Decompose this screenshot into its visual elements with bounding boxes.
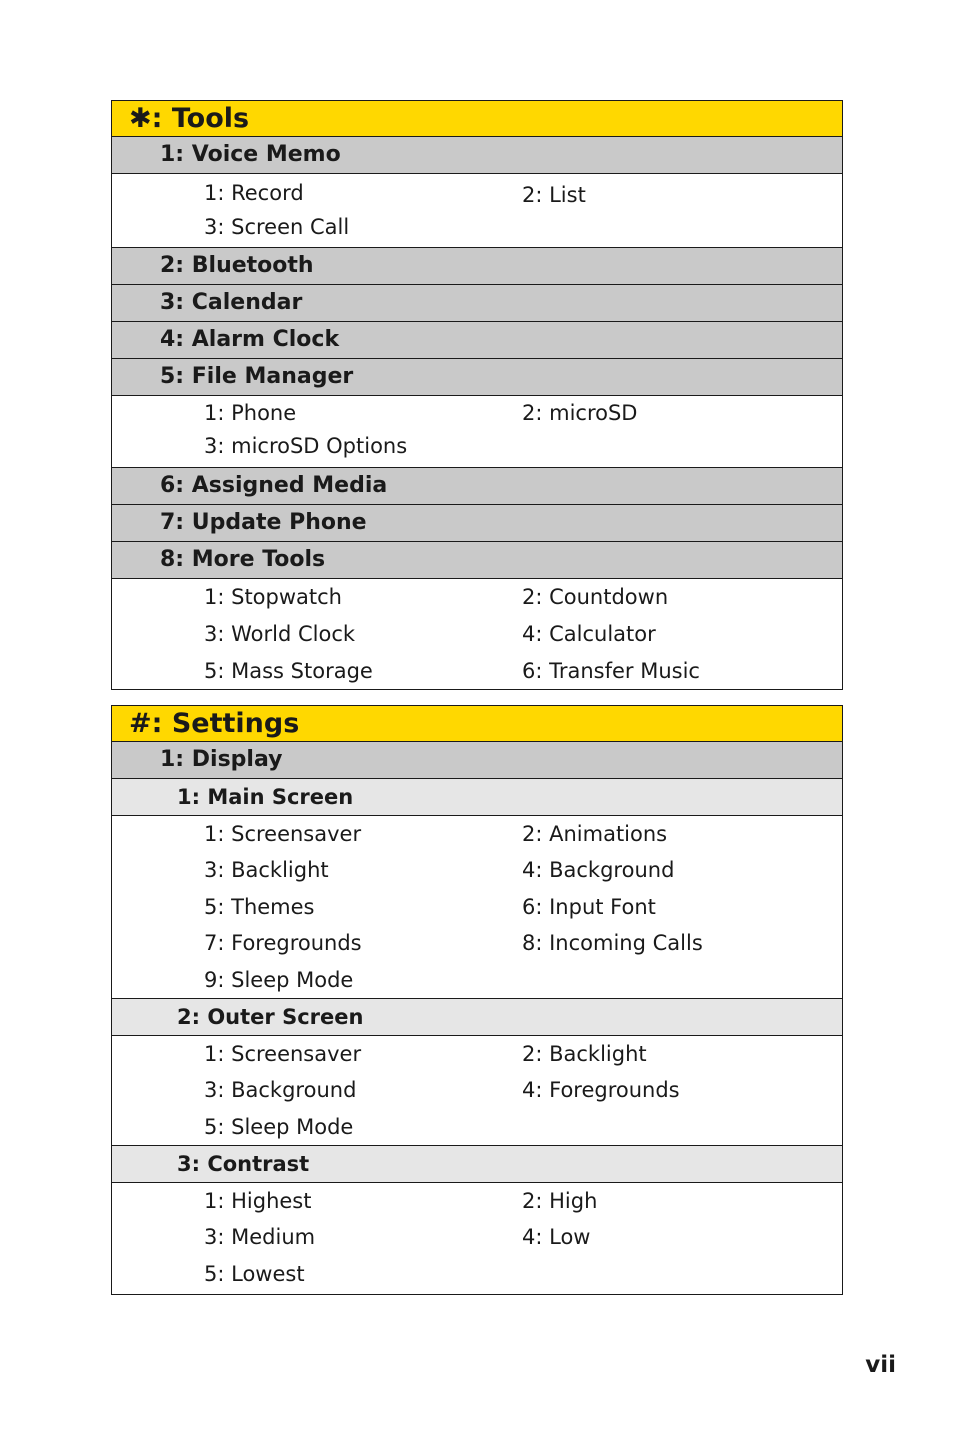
- list-item-row: [112, 210, 842, 244]
- more-tools-header: 8: More Tools: [112, 542, 842, 579]
- file-manager-items: [112, 396, 842, 468]
- list-item-row: [112, 579, 842, 616]
- list-item: 5: Lowest: [204, 1262, 305, 1286]
- list-item: 7: Foregrounds: [204, 931, 362, 955]
- list-item-row: [112, 176, 842, 210]
- list-item-row: [112, 889, 842, 925]
- list-item: 2: microSD: [522, 401, 638, 425]
- list-item: 1: Stopwatch: [204, 585, 342, 609]
- voice-memo-header: 1: Voice Memo: [112, 137, 842, 174]
- calendar-header: 3: Calendar: [112, 285, 842, 322]
- list-item: 4: Foregrounds: [522, 1078, 680, 1102]
- outer-screen-header: 2: Outer Screen: [112, 999, 842, 1036]
- list-item: 2: List: [522, 183, 586, 207]
- list-item-row: [112, 962, 842, 998]
- tools-title: ✱: Tools: [112, 101, 842, 137]
- list-item-row: [112, 1256, 842, 1293]
- list-item-row: [112, 1072, 842, 1109]
- update-phone-header: 7: Update Phone: [112, 505, 842, 542]
- list-item-row: [112, 1109, 842, 1145]
- list-item: 1: Highest: [204, 1189, 312, 1213]
- list-item: 1: Screensaver: [204, 822, 362, 846]
- main-screen-header: 1: Main Screen: [112, 779, 842, 816]
- list-item: 4: Low: [522, 1225, 591, 1249]
- list-item: 2: Backlight: [522, 1042, 647, 1066]
- list-item-row: [112, 397, 842, 430]
- list-item: 6: Transfer Music: [522, 659, 700, 683]
- voice-memo-items: [112, 174, 842, 248]
- tools-menu-table: [111, 100, 843, 690]
- list-item-row: [112, 653, 842, 689]
- assigned-media-header: 6: Assigned Media: [112, 468, 842, 505]
- settings-menu-table: [111, 705, 843, 1295]
- display-header: 1: Display: [112, 742, 842, 779]
- contrast-header: 3: Contrast: [112, 1146, 842, 1183]
- list-item: 1: Screensaver: [204, 1042, 362, 1066]
- list-item: 8: Incoming Calls: [522, 931, 703, 955]
- bluetooth-header: 2: Bluetooth: [112, 248, 842, 285]
- list-item: 3: Screen Call: [204, 215, 350, 239]
- list-item-row: [112, 1036, 842, 1072]
- file-manager-header: 5: File Manager: [112, 359, 842, 396]
- settings-title: #: Settings: [112, 706, 842, 742]
- list-item: 1: Record: [204, 181, 304, 205]
- list-item: 5: Mass Storage: [204, 659, 373, 683]
- alarm-clock-header: 4: Alarm Clock: [112, 322, 842, 359]
- list-item: 9: Sleep Mode: [204, 968, 354, 992]
- list-item: 4: Calculator: [522, 622, 656, 646]
- list-item-row: [112, 925, 842, 962]
- list-item: 3: Medium: [204, 1225, 316, 1249]
- list-item: 3: Background: [204, 1078, 357, 1102]
- main-screen-items: [112, 816, 842, 999]
- list-item: 4: Background: [522, 858, 675, 882]
- list-item: 6: Input Font: [522, 895, 656, 919]
- list-item: 5: Themes: [204, 895, 315, 919]
- page-number: vii: [865, 1352, 896, 1378]
- more-tools-items: [112, 579, 842, 689]
- list-item-row: [112, 1219, 842, 1256]
- contrast-items: [112, 1183, 842, 1294]
- list-item: 3: microSD Options: [204, 434, 408, 458]
- list-item: 5: Sleep Mode: [204, 1115, 354, 1139]
- list-item-row: [112, 1183, 842, 1219]
- list-item-row: [112, 430, 842, 463]
- list-item: 1: Phone: [204, 401, 297, 425]
- list-item: 2: Animations: [522, 822, 668, 846]
- list-item: 3: Backlight: [204, 858, 329, 882]
- list-item: 2: Countdown: [522, 585, 669, 609]
- list-item: 3: World Clock: [204, 622, 356, 646]
- outer-screen-items: [112, 1036, 842, 1146]
- list-item-row: [112, 616, 842, 653]
- list-item-row: [112, 852, 842, 889]
- list-item-row: [112, 816, 842, 852]
- list-item: 2: High: [522, 1189, 598, 1213]
